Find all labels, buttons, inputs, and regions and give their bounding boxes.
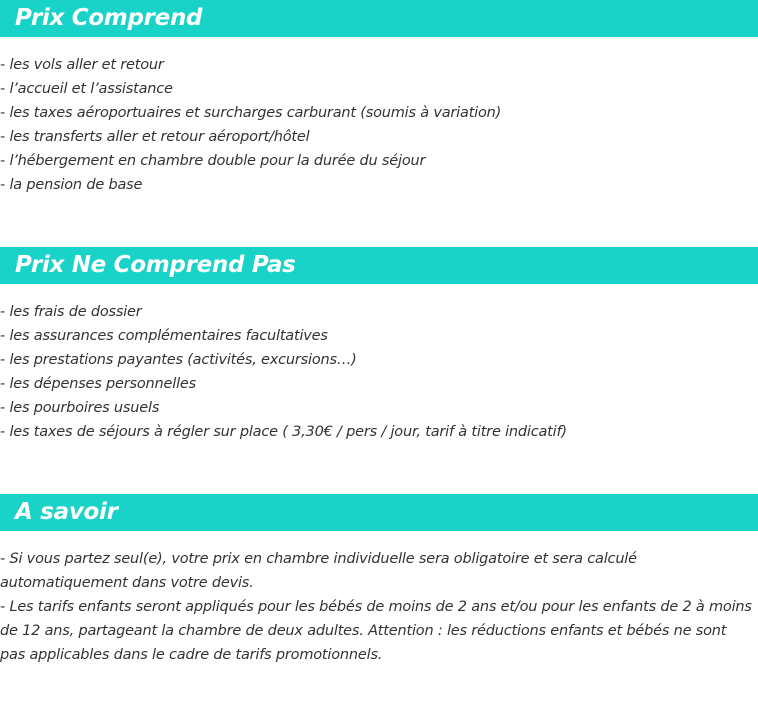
list-item: - l’accueil et l’assistance: [0, 81, 173, 97]
note-paragraph: - Les tarifs enfants seront appliqués pour les bébés de moins de 2 ans et/ou pour les enfants de 2 à moins de 12 ans, partageant la chambre de deux adultes. Attention : les réductions enfants et bébés ne sont pas applicables dans le cadre de tarifs promotionnels.: [0, 599, 752, 663]
list-item: - l’hébergement en chambre double pour la durée du séjour: [0, 153, 426, 169]
list-item: - les taxes aéroportuaires et surcharges carburant (soumis à variation): [0, 105, 502, 121]
list-item: - les dépenses personnelles: [0, 376, 196, 392]
list-item: - les transferts aller et retour aéroport/hôtel: [0, 129, 310, 145]
list-item: - les taxes de séjours à régler sur place ( 3,30€ / pers / jour, tarif à titre indicatif): [0, 424, 567, 440]
excluded-list: [0, 300, 758, 444]
section-header: [0, 494, 758, 531]
section-title: A savoir: [15, 499, 118, 525]
section-a-savoir: [0, 494, 758, 667]
section-title: Prix Ne Comprend Pas: [15, 252, 296, 278]
list-item: - les assurances complémentaires facultatives: [0, 328, 328, 344]
section-title: Prix Comprend: [15, 5, 203, 31]
list-item: - les vols aller et retour: [0, 57, 164, 73]
included-list: [0, 53, 758, 197]
list-item: - les pourboires usuels: [0, 400, 160, 416]
note-paragraph: - Si vous partez seul(e), votre prix en chambre individuelle sera obligatoire et sera calculé automatiquement dans votre devis.: [0, 551, 637, 591]
section-prix-ne-comprend-pas: [0, 247, 758, 444]
notes-body: [0, 547, 758, 667]
list-item: - les prestations payantes (activités, excursions…): [0, 352, 357, 368]
section-header: [0, 0, 758, 37]
section-prix-comprend: [0, 0, 758, 197]
list-item: - la pension de base: [0, 177, 143, 193]
list-item: - les frais de dossier: [0, 304, 142, 320]
section-header: [0, 247, 758, 284]
